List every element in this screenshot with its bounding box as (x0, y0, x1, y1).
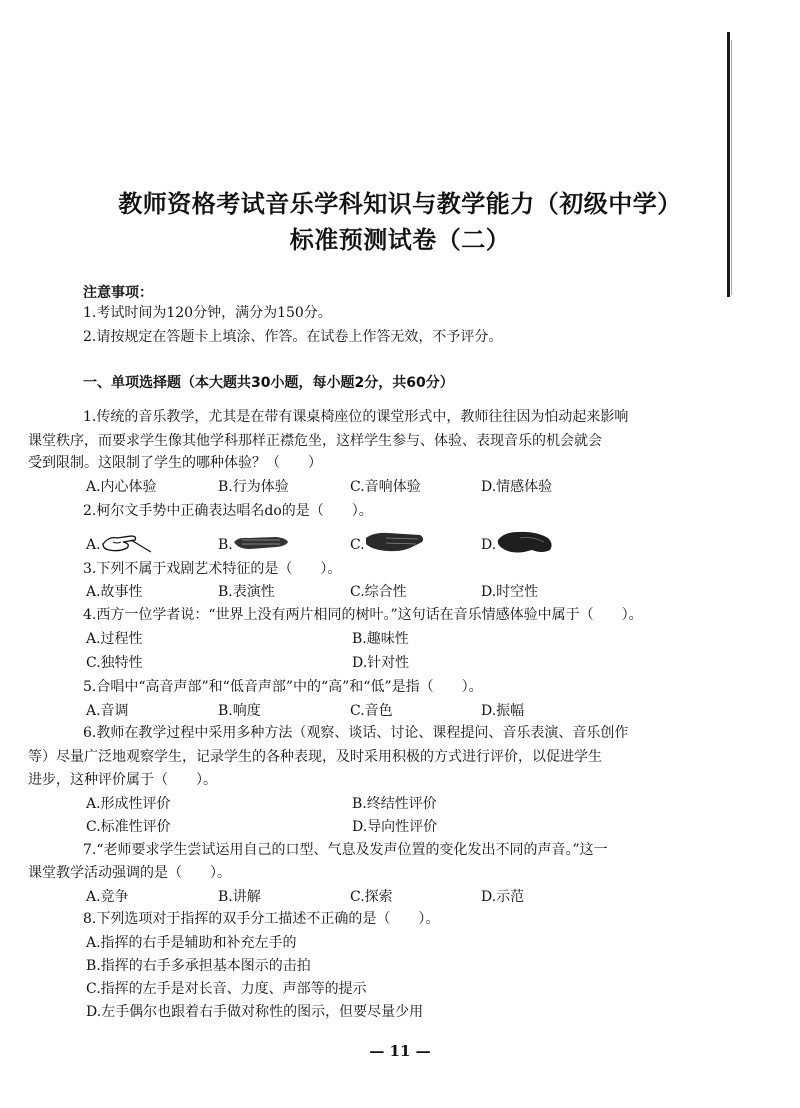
question-1-stem-line: 1.传统的音乐教学，尤其是在带有课桌椅座位的课堂形式中，教师往往因为怕动起来影响 (83, 409, 629, 425)
question-6-stem-line: 等）尽量广泛地观察学生，记录学生的各种表现，及时采用积极的方式进行评价，以促进学生 (28, 749, 602, 765)
option-b[interactable]: B.表演性 (218, 584, 275, 600)
question-2-options (0, 530, 800, 560)
section-heading: 一、单项选择题（本大题共30小题，每小题2分，共60分） (83, 375, 454, 391)
question-6-stem-line: 6.教师在教学过程中采用多种方法（观察、谈话、讨论、课程提问、音乐表演、音乐创作 (83, 725, 629, 741)
question-3-stem: 3.下列不属于戏剧艺术特征的是（ ）。 (83, 561, 342, 577)
option-c[interactable]: C.探索 (350, 889, 393, 905)
question-7-options (0, 886, 800, 908)
option-a[interactable]: A.形成性评价 (86, 796, 171, 812)
page-number: — 11 — (369, 1042, 431, 1060)
question-8-options (0, 932, 800, 1024)
option-c[interactable]: C.综合性 (350, 584, 407, 600)
option-b[interactable]: B. (218, 537, 233, 553)
question-4-stem: 4.西方一位学者说：“世界上没有两片相同的树叶。”这句话在音乐情感体验中属于（ ）。 (83, 607, 643, 623)
question-5-stem: 5.合唱中“高音声部”和“低音声部”中的“高”和“低”是指（ ）。 (83, 679, 483, 695)
option-d[interactable]: D.左手偶尔也跟着右手做对称性的图示，但要尽量少用 (86, 1004, 424, 1020)
option-a[interactable]: A. (86, 537, 101, 553)
question-8-stem: 8.下列选项对于指挥的双手分工描述不正确的是（ ）。 (83, 911, 440, 927)
question-1-stem-line: 受到限制。这限制了学生的哪种体验？（ ） (28, 455, 322, 471)
flat-palm-down-icon (364, 530, 426, 554)
option-d[interactable]: D.导向性评价 (352, 819, 438, 835)
option-c[interactable]: C.独特性 (86, 655, 143, 671)
question-7-stem-line: 7.“老师要求学生尝试运用自己的口型、气息及发声位置的变化发出不同的声音。”这一 (83, 842, 608, 858)
option-a[interactable]: A.音调 (86, 703, 129, 719)
option-b[interactable]: B.响度 (218, 703, 261, 719)
option-b[interactable]: B.指挥的右手多承担基本图示的击拍 (86, 958, 311, 974)
option-d[interactable]: D.示范 (481, 889, 525, 905)
option-d[interactable]: D.针对性 (352, 655, 410, 671)
option-c[interactable]: C.音色 (350, 703, 393, 719)
fist-forward-icon (232, 534, 290, 552)
option-b[interactable]: B.讲解 (218, 889, 261, 905)
option-b[interactable]: B.趣味性 (352, 631, 409, 647)
option-c[interactable]: C.指挥的左手是对长音、力度、声部等的提示 (86, 981, 367, 997)
notice-item: 2.请按规定在答题卡上填涂、作答。在试卷上作答无效，不予评分。 (83, 329, 503, 345)
question-1-options (0, 476, 800, 498)
option-d[interactable]: D. (481, 537, 497, 553)
question-6-stem-line: 进步，这种评价属于（ ）。 (28, 772, 217, 788)
binding-edge-shadow (731, 40, 732, 295)
question-3-options (0, 581, 800, 603)
option-b[interactable]: B.终结性评价 (352, 796, 437, 812)
option-d[interactable]: D.时空性 (481, 584, 539, 600)
notice-item: 1.考试时间为120分钟，满分为150分。 (83, 305, 332, 321)
question-7-stem-line: 课堂教学活动强调的是（ ）。 (28, 865, 231, 881)
option-c[interactable]: C.音响体验 (350, 479, 421, 495)
hand-downward-icon (496, 528, 556, 556)
page-title: 教师资格考试音乐学科知识与教学能力（初级中学） (118, 190, 682, 218)
question-2-stem: 2.柯尔文手势中正确表达唱名do的是（ ）。 (83, 503, 373, 519)
option-c[interactable]: C. (350, 537, 365, 553)
hand-pointing-icon (101, 530, 153, 554)
option-a[interactable]: A.指挥的右手是辅助和补充左手的 (86, 935, 297, 951)
option-d[interactable]: D.振幅 (481, 703, 525, 719)
binding-edge-line (727, 32, 730, 297)
option-c[interactable]: C.标准性评价 (86, 819, 171, 835)
option-a[interactable]: A.竞争 (86, 889, 129, 905)
option-a[interactable]: A.故事性 (86, 584, 143, 600)
question-1-stem-line: 课堂秩序，而要求学生像其他学科那样正襟危坐，这样学生参与、体验、表现音乐的机会就会 (28, 433, 602, 449)
option-b[interactable]: B.行为体验 (218, 479, 289, 495)
option-d[interactable]: D.情感体验 (481, 479, 553, 495)
page-subtitle: 标准预测试卷（二） (289, 226, 511, 254)
question-6-options (0, 793, 800, 839)
notice-heading: 注意事项： (83, 285, 153, 301)
option-a[interactable]: A.内心体验 (86, 479, 157, 495)
option-a[interactable]: A.过程性 (86, 631, 143, 647)
question-5-options (0, 700, 800, 722)
question-4-options (0, 628, 800, 674)
